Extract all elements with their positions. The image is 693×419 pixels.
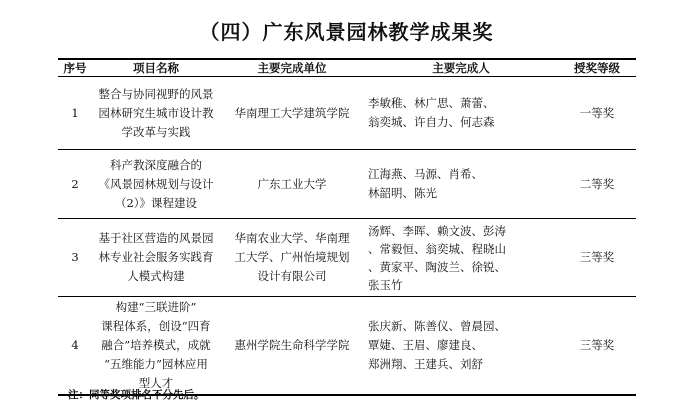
row-no: 1 [58,77,92,150]
row-project: 科产教深度融合的 《风景园林规划与设计 （2）》课程建设 [92,150,220,219]
row-grade: 一等奖 [558,77,636,150]
row-project: 构建“三联进阶” 课程体系，创设“四育 融合”培养模式，成就 “五维能力”园林应用 型人才 [92,297,220,395]
page-title: （四）广东风景园林教学成果奖 [199,20,494,44]
row-people: 李敏稚、林广思、萧蕾、 翁奕城、许自力、何志森 [364,77,558,150]
row-unit: 华南农业大学、华南理 工大学、广州怡境规划 设计有限公司 [220,219,364,297]
header-grade: 授奖等级 [558,59,636,77]
row-grade: 二等奖 [558,150,636,219]
row-people: 张庆新、陈善仪、曾晨园、 覃婕、王眉、廖建良、 郑洲翔、王建兵、刘舒 [364,297,558,395]
row-project: 基于社区营造的风景园 林专业社会服务实践育 人模式构建 [92,219,220,297]
row-project: 整合与协同视野的风景 园林研究生城市设计教 学改革与实践 [92,77,220,150]
row-grade: 三等奖 [558,219,636,297]
row-unit: 广东工业大学 [220,150,364,219]
row-people: 汤辉、李晖、赖文波、彭涛 、常毅恒、翁奕城、程晓山 、黄家平、陶波兰、徐锐、 张玉竹 [364,219,558,297]
header-no: 序号 [58,59,92,77]
table-row [58,150,636,219]
awards-table [58,58,636,396]
row-unit: 惠州学院生命科学学院 [220,297,364,395]
row-unit: 华南理工大学建筑学院 [220,77,364,150]
header-project: 项目名称 [92,59,220,77]
header-unit: 主要完成单位 [220,59,364,77]
row-people: 江海燕、马源、肖希、 林韶明、陈光 [364,150,558,219]
footnote: 注：同等奖项排名不分先后。 [68,389,205,401]
table-row [58,219,636,297]
row-no: 2 [58,150,92,219]
table-header-row [58,59,636,77]
row-no: 4 [58,297,92,395]
table-row [58,77,636,150]
header-people: 主要完成人 [364,59,558,77]
row-grade: 三等奖 [558,297,636,395]
row-no: 3 [58,219,92,297]
table-row [58,297,636,395]
